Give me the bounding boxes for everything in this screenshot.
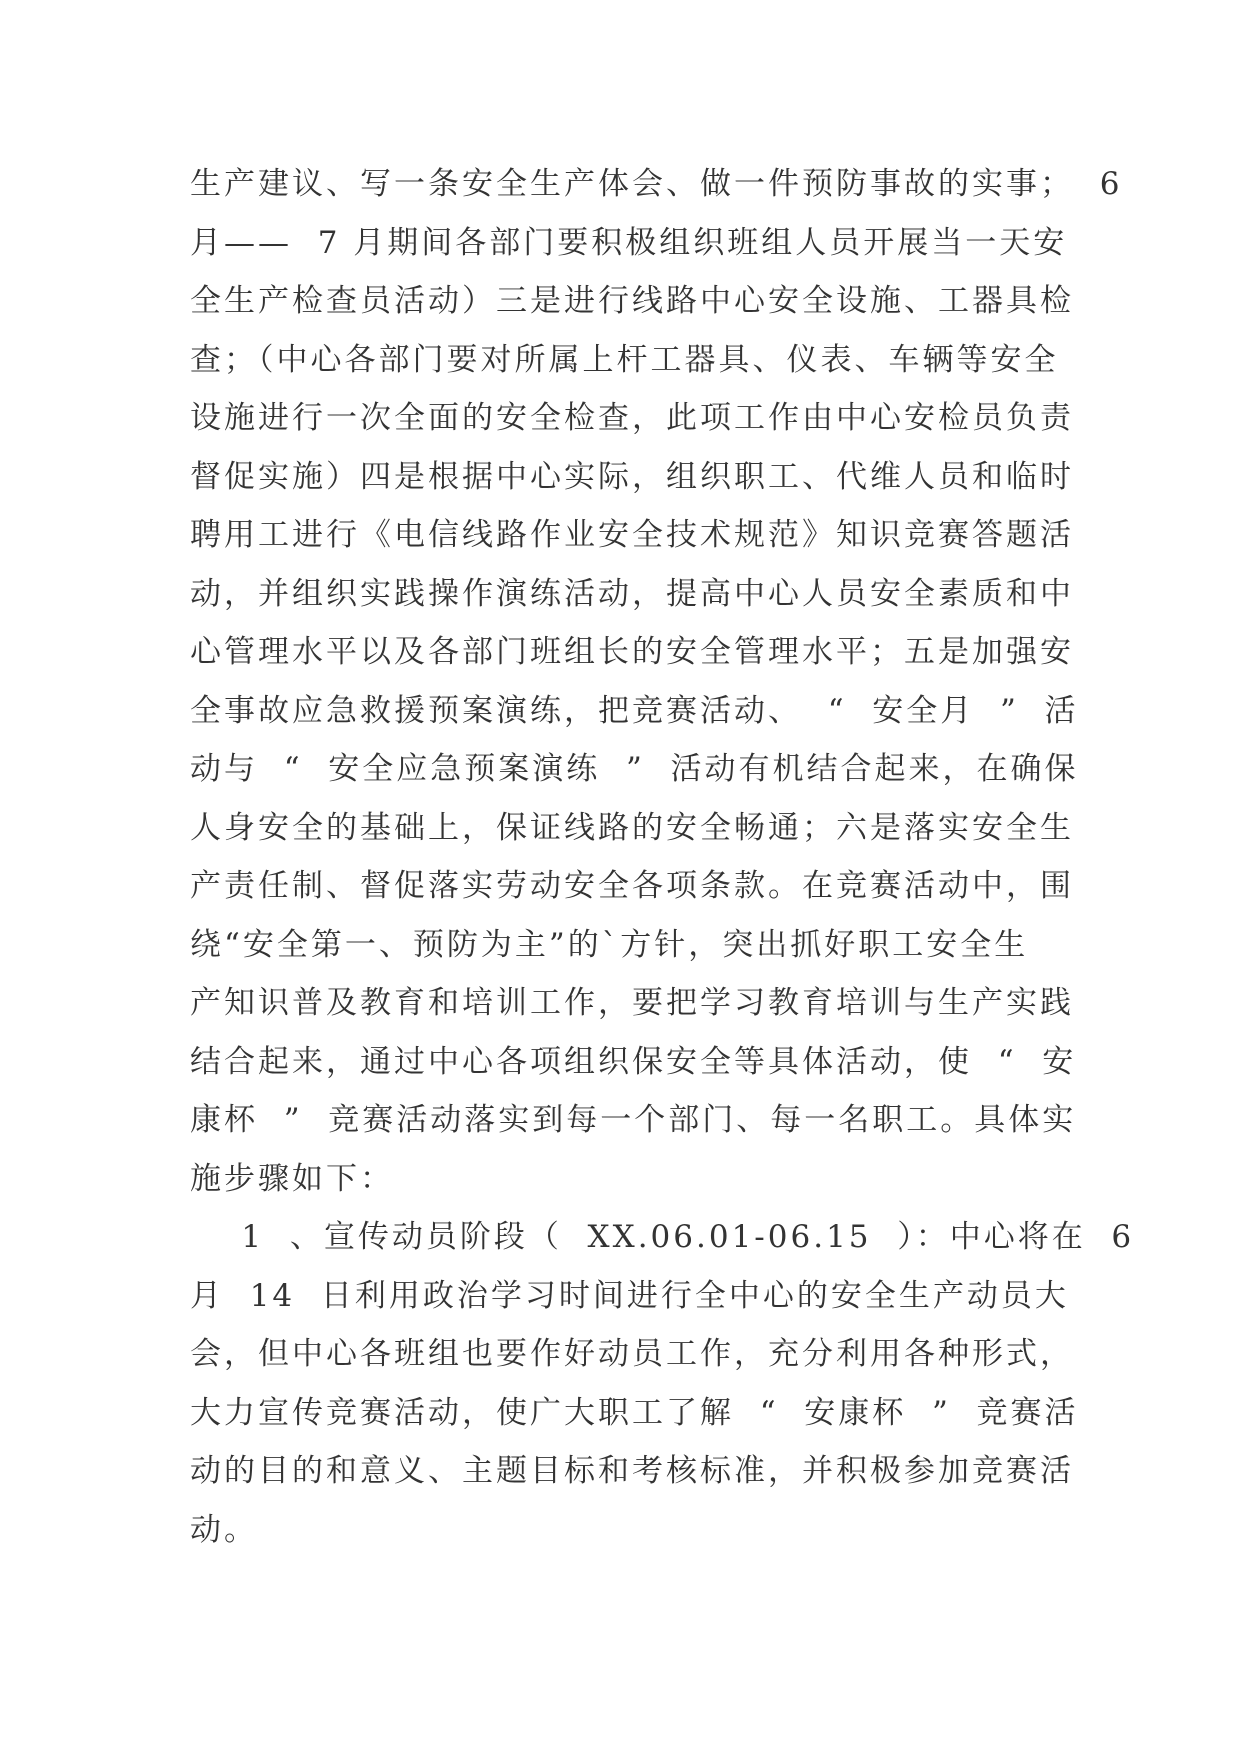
text-line: 动，并组织实践操作演练活动，提高中心人员安全素质和中 — [190, 575, 1074, 612]
text-line: 全生产检查员活动）三是进行线路中心安全设施、工器具检 — [190, 283, 1074, 319]
text-line: 督促实施）四是根据中心实际，组织职工、代维人员和临时 — [190, 458, 1074, 495]
text-line: 产知识普及教育和培训工作，要把学习教育培训与生产实践 — [190, 985, 1074, 1021]
text-line: 大力宣传竞赛活动，使广大职工了解 “ 安康杯 ” 竞赛活 — [190, 1394, 1079, 1431]
paragraph-continued — [190, 155, 1123, 1208]
text-line: 动的目的和意义、主题目标和考核标准，并积极参加竞赛活 — [190, 1453, 1074, 1489]
paragraph-step-1 — [190, 1208, 1135, 1559]
text-line: 人身安全的基础上，保证线路的安全畅通；六是落实安全生 — [190, 809, 1074, 846]
text-line: 会，但中心各班组也要作好动员工作，充分利用各种形式， — [190, 1336, 1074, 1372]
text-line: 动与 “ 安全应急预案演练 ” 活动有机结合起来，在确保 — [190, 751, 1079, 787]
text-line: 心管理水平以及各部门班组长的安全管理水平；五是加强安 — [190, 634, 1074, 670]
text-line: 动。 — [190, 1511, 258, 1548]
text-line: 设施进行一次全面的安全检查，此项工作由中心安检员负责 — [190, 400, 1074, 436]
text-line: 月—— 7 月期间各部门要积极组织班组人员开展当一天安 — [190, 224, 1068, 261]
text-line: 结合起来，通过中心各项组织保安全等具体活动，使 “ 安 — [190, 1043, 1077, 1080]
text-line: 产责任制、督促落实劳动安全各项条款。在竞赛活动中，围 — [190, 868, 1074, 904]
text-line: 全事故应急救援预案演练，把竞赛活动、 “ 安全月 ” 活 — [190, 692, 1079, 729]
text-line: 月 14 日利用政治学习时间进行全中心的安全生产动员大 — [190, 1277, 1069, 1314]
text-line: 施步骤如下： — [190, 1160, 394, 1197]
text-line: 聘用工进行《电信线路作业安全技术规范》知识竞赛答题活 — [190, 517, 1074, 553]
text-line: 生产建议、写一条安全生产体会、做一件预防事故的实事； 6 — [190, 166, 1123, 202]
text-line: 1 、宣传动员阶段（ XX.06.01-06.15 ）：中心将在 6 — [190, 1219, 1135, 1255]
text-line: 康杯 ” 竞赛活动落实到每一个部门、每一名职工。具体实 — [190, 1102, 1077, 1138]
text-line: 绕“安全第一、预防为主”的`方针，突出抓好职工安全生 — [190, 926, 1029, 963]
text-line: 查；（中心各部门要对所属上杆工器具、仪表、车辆等安全 — [190, 341, 1059, 378]
